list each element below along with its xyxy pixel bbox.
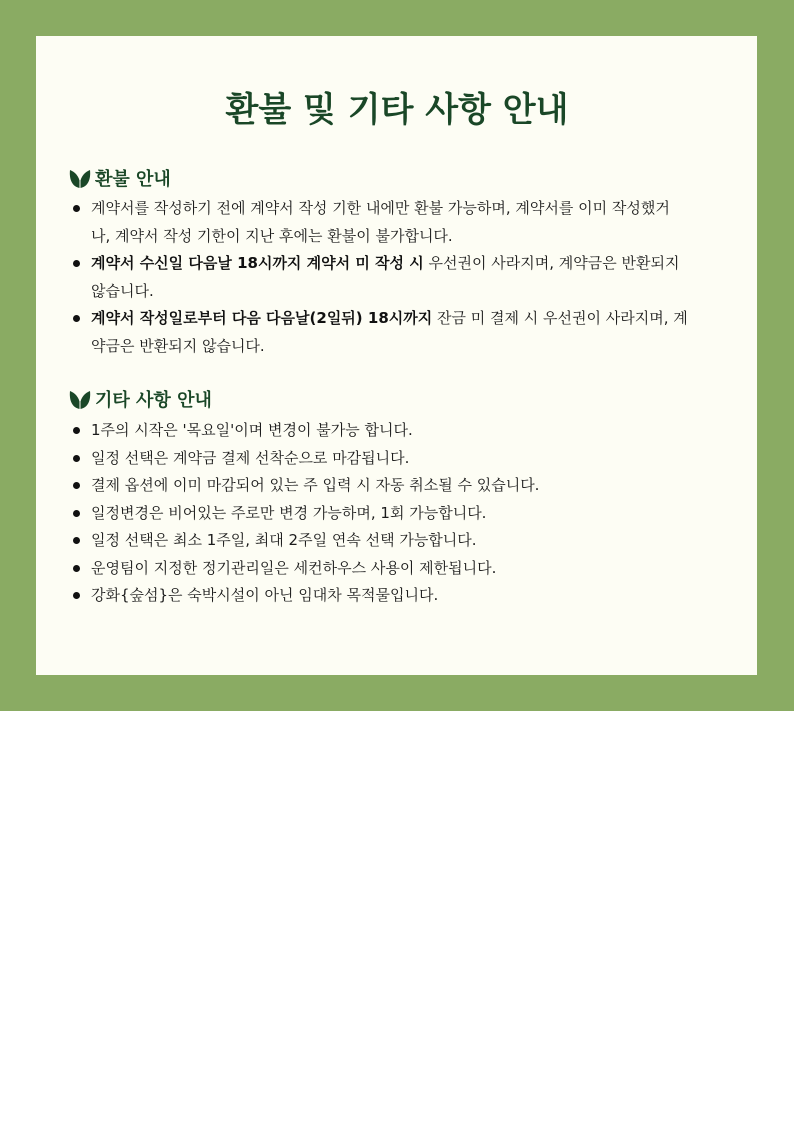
list-item (68, 445, 688, 473)
page-title: 환불 및 기타 사항 안내 (225, 90, 569, 130)
item-text: 1주의 시작은 '목요일'이며 변경이 불가능 합니다. (91, 421, 413, 439)
item-text: 결제 옵션에 이미 마감되어 있는 주 입력 시 자동 취소될 수 있습니다. (91, 476, 540, 494)
etc-section (68, 386, 688, 610)
list-item (68, 582, 688, 610)
item-text: 강화{숲섬}은 숙박시설이 아닌 임대차 목적물입니다. (91, 586, 439, 604)
list-item (68, 195, 688, 250)
list-item (68, 500, 688, 528)
item-text: 운영팀이 지정한 정기관리일은 세컨하우스 사용이 제한됩니다. (91, 558, 497, 577)
list-item (68, 472, 688, 500)
list-item (68, 305, 688, 360)
item-text: 잔금 미 결제 시 우선권이 사라지며, 계약금은 반환되지 않습니다. (91, 309, 688, 355)
leaf-icon (68, 388, 92, 410)
refund-heading: 환불 안내 (95, 169, 171, 190)
bullet-icon (73, 205, 80, 212)
item-bold-text: 계약서 작성일로부터 다음 다음날(2일뒤) 18시까지 (91, 309, 433, 327)
bullet-icon (73, 427, 80, 434)
bullet-icon (73, 537, 80, 544)
item-text: 일정 선택은 최소 1주일, 최대 2주일 연속 선택 가능합니다. (91, 531, 477, 549)
list-item (68, 250, 688, 305)
leaf-icon (68, 167, 92, 189)
item-text: 일정 선택은 계약금 결제 선착순으로 마감됩니다. (91, 448, 410, 467)
bullet-icon (73, 510, 80, 517)
etc-list (68, 417, 688, 610)
list-item (68, 417, 688, 445)
list-item (68, 527, 688, 555)
bullet-icon (73, 592, 80, 599)
item-text: 우선권이 사라지며, 계약금은 반환되지 않습니다. (91, 254, 680, 300)
list-item (68, 555, 688, 583)
bullet-icon (73, 315, 80, 322)
bullet-icon (73, 260, 80, 267)
refund-section (68, 165, 688, 360)
item-bold-text: 계약서 수신일 다음날 18시까지 계약서 미 작성 시 (91, 254, 424, 272)
bullet-icon (73, 482, 80, 489)
item-text: 일정변경은 비어있는 주로만 변경 가능하며, 1회 가능합니다. (91, 503, 487, 522)
refund-section-header (68, 165, 688, 191)
refund-list (68, 195, 688, 360)
bullet-icon (73, 565, 80, 572)
bullet-icon (73, 455, 80, 462)
etc-section-header (68, 386, 688, 412)
item-text: 계약서를 작성하기 전에 계약서 작성 기한 내에만 환불 가능하며, 계약서를 이미 작성했거나, 계약서 작성 기한이 지난 후에는 환불이 불가합니다. (91, 199, 670, 245)
etc-heading: 기타 사항 안내 (95, 390, 212, 411)
